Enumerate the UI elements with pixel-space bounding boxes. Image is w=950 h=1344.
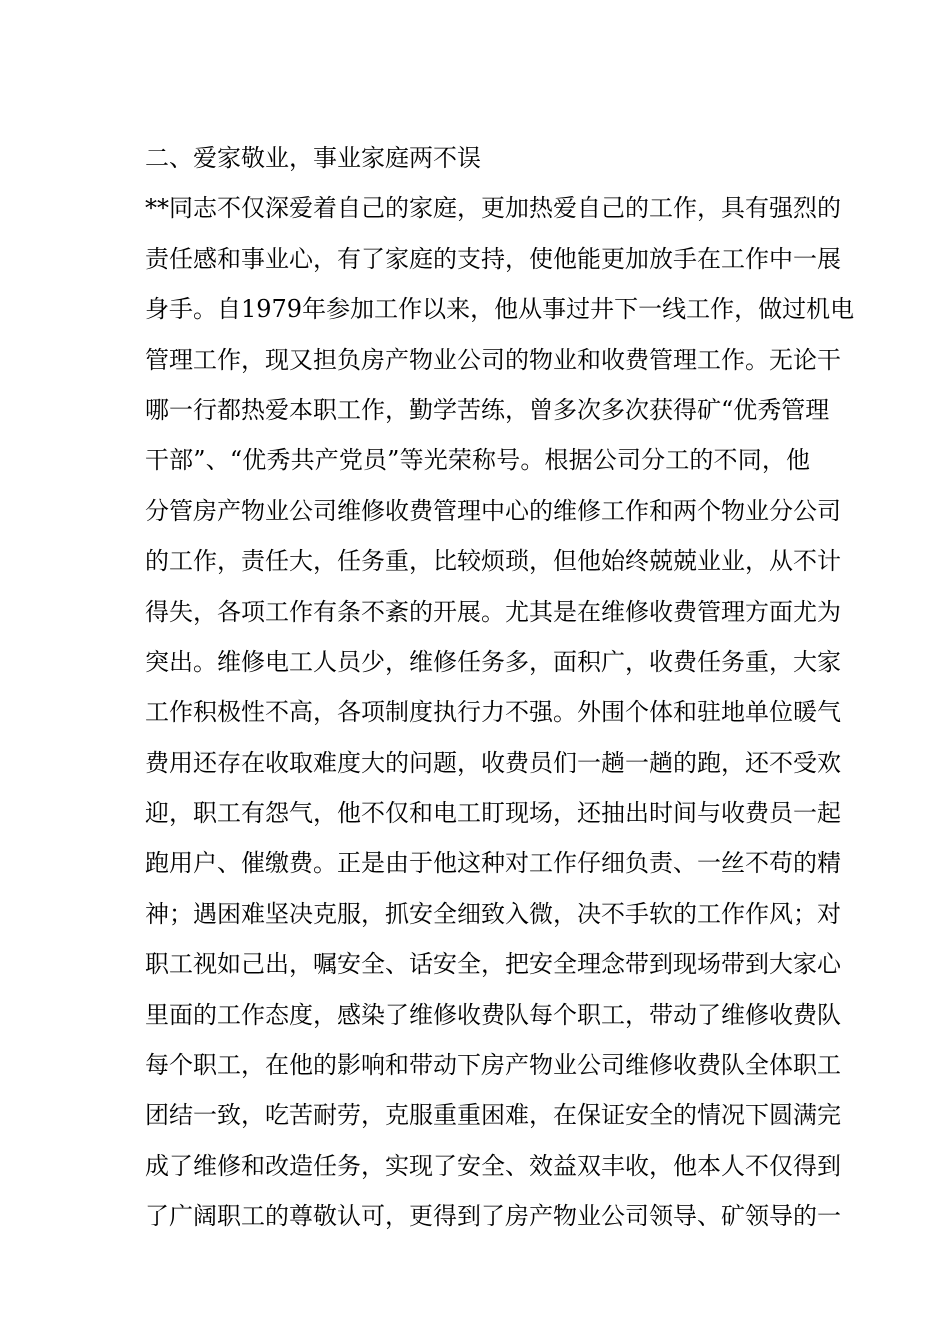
paragraph-line: 跑用户、催缴费。正是由于他这种对工作仔细负责、一丝不苟的精 xyxy=(145,849,841,878)
paragraph-line: **同志不仅深爱着自己的家庭，更加热爱自己的工作，具有强烈的 xyxy=(145,194,841,223)
paragraph-line: 得失，各项工作有条不紊的开展。尤其是在维修收费管理方面尤为 xyxy=(145,597,841,626)
section-heading: 二、爱家敬业，事业家庭两不误 xyxy=(145,144,481,172)
paragraph-line: 里面的工作态度，感染了维修收费队每个职工，带动了维修收费队 xyxy=(145,1000,841,1029)
paragraph-line: 分管房产物业公司维修收费管理中心的维修工作和两个物业分公司 xyxy=(145,496,841,525)
paragraph-line: 每个职工，在他的影响和带动下房产物业公司维修收费队全体职工 xyxy=(145,1051,841,1080)
paragraph-line: 了广阔职工的尊敬认可，更得到了房产物业公司领导、矿领导的一 xyxy=(145,1202,841,1231)
paragraph-line: 工作积极性不高，各项制度执行力不强。外围个体和驻地单位暖气 xyxy=(145,698,841,727)
paragraph-line: 成了维修和改造任务，实现了安全、效益双丰收，他本人不仅得到 xyxy=(145,1151,841,1180)
paragraph-line: 迎，职工有怨气，他不仅和电工盯现场，还抽出时间与收费员一起 xyxy=(145,799,841,828)
paragraph-line: 责任感和事业心，有了家庭的支持，使他能更加放手在工作中一展 xyxy=(145,244,841,273)
paragraph-line: 团结一致，吃苦耐劳，克服重重困难，在保证安全的情况下圆满完 xyxy=(145,1101,841,1130)
paragraph-line: 突出。维修电工人员少，维修任务多，面积广，收费任务重，大家 xyxy=(145,647,841,676)
paragraph-line: 职工视如己出，嘱安全、话安全，把安全理念带到现场带到大家心 xyxy=(145,950,841,979)
paragraph-line: 神；遇困难坚决克服，抓安全细致入微，决不手软的工作作风；对 xyxy=(145,899,841,928)
document-body xyxy=(145,133,855,1242)
paragraph-line: 管理工作，现又担负房产物业公司的物业和收费管理工作。无论干 xyxy=(145,345,841,374)
paragraph-line: 干部”、“优秀共产党员”等光荣称号。根据公司分工的不同，他 xyxy=(145,446,810,475)
paragraph-line: 身手。自1979年参加工作以来，他从事过井下一线工作，做过机电 xyxy=(145,295,855,324)
paragraph-line: 哪一行都热爱本职工作，勤学苦练，曾多次多次获得矿“优秀管理 xyxy=(145,395,830,424)
paragraph-line: 的工作，责任大，任务重，比较烦琐，但他始终兢兢业业，从不计 xyxy=(145,547,841,576)
paragraph-line: 费用还存在收取难度大的问题，收费员们一趟一趟的跑，还不受欢 xyxy=(145,748,841,777)
